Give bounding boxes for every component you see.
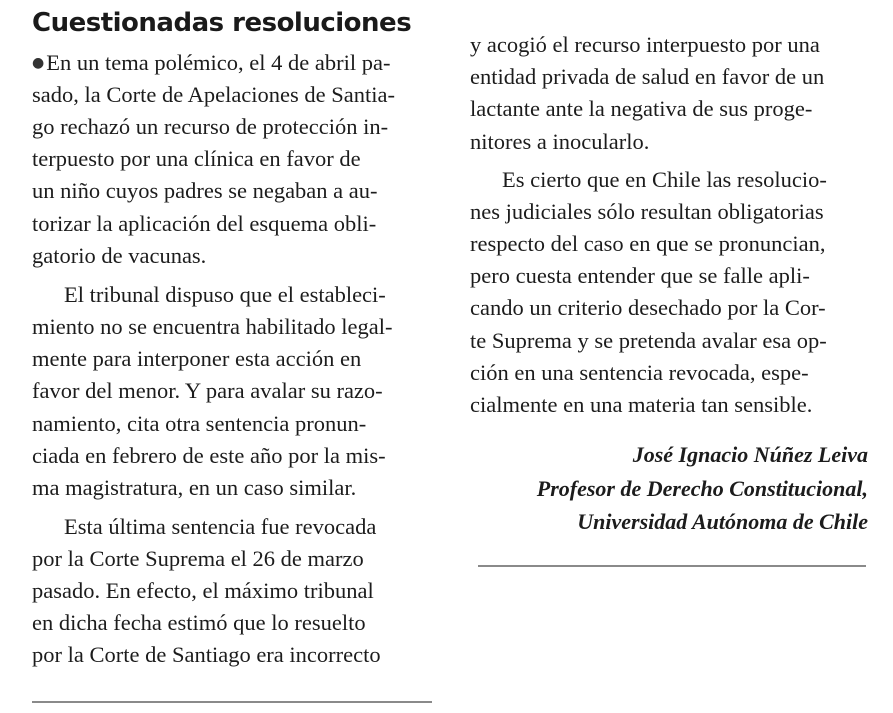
article-headline: Cuestionadas resoluciones: [32, 8, 412, 38]
text-line: cialmente en una materia tan sensible.: [470, 392, 813, 417]
signature-title: Profesor de Derecho Constitucional,: [536, 476, 868, 501]
text-line: sado, la Corte de Apelaciones de Santia-: [32, 82, 396, 107]
text-line: ●En un tema polémico, el 4 de abril pa-: [32, 50, 391, 75]
text-line: nes judiciales sólo resultan obligatorias: [470, 199, 824, 224]
text-line: favor del menor. Y para avalar su razo-: [32, 378, 383, 403]
signature-institution: Universidad Autónoma de Chile: [577, 509, 868, 534]
text-line: por la Corte de Santiago era incorrecto: [32, 642, 381, 667]
text-line: respecto del caso en que se pronuncian,: [470, 231, 826, 256]
text-line: Es cierto que en Chile las resolucio-: [502, 167, 827, 192]
text-line: terpuesto por una clínica en favor de: [32, 146, 361, 171]
text-line: ma magistratura, en un caso similar.: [32, 475, 357, 500]
text-line: te Suprema y se pretenda avalar esa op-: [470, 328, 827, 353]
text-line: ción en una sentencia revocada, espe-: [470, 360, 809, 385]
text-line: cando un criterio desechado por la Cor-: [470, 295, 826, 320]
text-line: y acogió el recurso interpuesto por una: [470, 32, 820, 57]
bullet-icon: ●: [32, 55, 45, 71]
text-line: miento no se encuentra habilitado legal-: [32, 314, 393, 339]
text-line: ciada en febrero de este año por la mis-: [32, 443, 386, 468]
text-line: namiento, cita otra sentencia pronun-: [32, 411, 367, 436]
text-line: mente para interponer esta acción en: [32, 346, 362, 371]
text-line: El tribunal dispuso que el estableci-: [64, 282, 386, 307]
right-column-divider: [478, 565, 866, 567]
text-line: nitores a inocularlo.: [470, 129, 650, 154]
text-line: en dicha fecha estimó que lo resuelto: [32, 610, 366, 635]
text-line: por la Corte Suprema el 26 de marzo: [32, 546, 364, 571]
text-line: un niño cuyos padres se negaban a au-: [32, 178, 378, 203]
text-line: Esta última sentencia fue revocada: [64, 514, 377, 539]
text-line: pasado. En efecto, el máximo tribunal: [32, 578, 374, 603]
text-line: gatorio de vacunas.: [32, 243, 207, 268]
signature-name: José Ignacio Núñez Leiva: [632, 442, 868, 467]
text-line: go rechazó un recurso de protección in-: [32, 114, 389, 139]
left-column-divider: [32, 701, 432, 703]
text-line: lactante ante la negativa de sus proge-: [470, 96, 813, 121]
text-line: torizar la aplicación del esquema obli-: [32, 211, 377, 236]
text-line: pero cuesta entender que se falle apli-: [470, 263, 810, 288]
text-line: entidad privada de salud en favor de un: [470, 64, 825, 89]
